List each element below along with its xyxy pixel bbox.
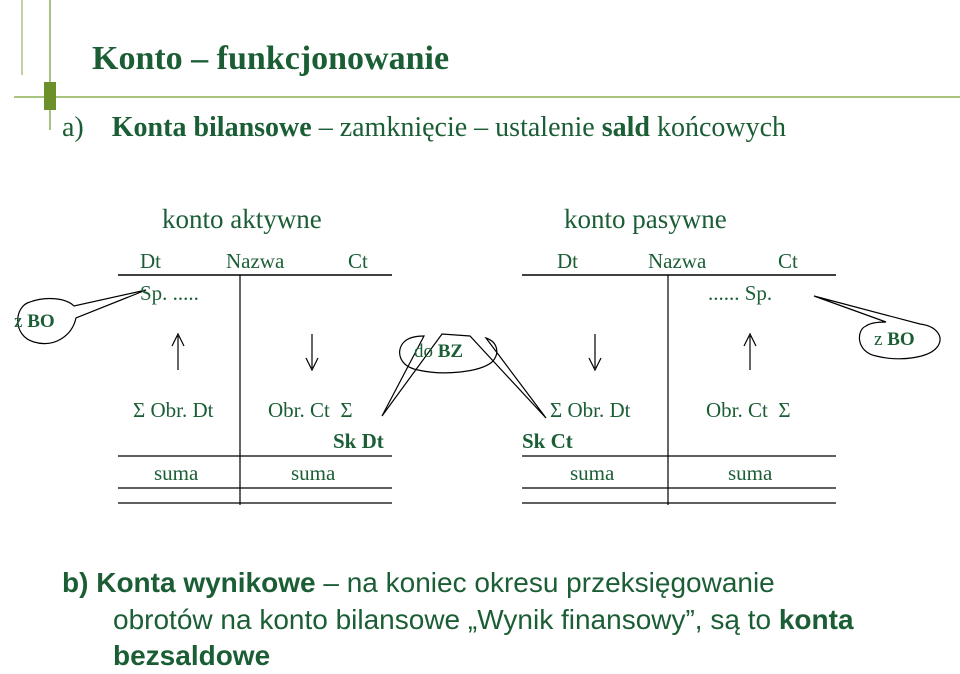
callout-left-text	[14, 311, 55, 333]
section-b-line1	[62, 564, 775, 601]
callout-middle-text	[414, 341, 463, 363]
account-active-sum-obr-dt: Σ Obr. Dt	[133, 398, 214, 422]
callout-middle-bubble	[382, 334, 546, 418]
account-passive-sum-left: suma	[570, 461, 615, 485]
section-a-rest2: końcowych	[649, 112, 787, 143]
callout-left-prefix: z	[14, 311, 28, 332]
section-a-marker: a)	[62, 112, 84, 143]
section-a-heading	[62, 112, 786, 144]
account-passive-obr-ct-sum: Obr. Ct Σ	[706, 398, 791, 422]
section-a-rest1: – zamknięcie – ustalenie	[311, 112, 602, 143]
account-active-obr-ct-sum: Obr. Ct Σ	[268, 398, 353, 422]
section-b-rest1: – na koniec okresu przeksięgowanie	[315, 567, 775, 598]
account-passive-closing: Sk Ct	[522, 429, 573, 453]
section-b-line2	[113, 601, 854, 638]
account-active-sum-right: suma	[291, 461, 336, 485]
section-b-line3	[113, 637, 270, 674]
callout-middle-prefix: do	[414, 341, 438, 362]
account-passive-ct: Ct	[778, 249, 798, 273]
account-passive-opening: ...... Sp.	[708, 281, 773, 305]
section-b-bold2: konta	[778, 604, 854, 635]
account-active-name: Nazwa	[226, 249, 285, 273]
account-passive-dt: Dt	[557, 249, 578, 273]
section-a-bold2: sald	[601, 112, 650, 143]
account-active-ct: Ct	[348, 249, 368, 273]
callout-middle-bold: BZ	[437, 341, 464, 362]
section-b-marker: b)	[62, 567, 89, 598]
account-passive-sum-obr-dt: Σ Obr. Dt	[550, 398, 631, 422]
account-passive-sum-right: suma	[728, 461, 773, 485]
section-b-line3-bold: bezsaldowe	[113, 640, 271, 671]
callout-right-text	[874, 329, 915, 351]
account-passive-header: konto pasywne	[564, 204, 727, 234]
section-b-bold1: Konta wynikowe	[96, 567, 316, 598]
section-a-bold1: Konta bilansowe	[111, 112, 312, 143]
account-active-sum-left: suma	[154, 461, 199, 485]
callout-right-bold: BO	[887, 329, 915, 350]
account-active-header: konto aktywne	[162, 204, 322, 234]
slide-title: Konto – funkcjonowanie	[92, 40, 450, 77]
account-passive-name: Nazwa	[648, 249, 707, 273]
callout-left-bold: BO	[27, 311, 55, 332]
account-active-opening: Sp. .....	[140, 281, 199, 305]
account-active-closing: Sk Dt	[333, 429, 384, 453]
account-active-dt: Dt	[140, 249, 161, 273]
callout-right-prefix: z	[874, 329, 888, 350]
decor-accent-block	[44, 82, 56, 110]
section-b-line2-text: obrotów na konto bilansowe „Wynik finansowy”, są to	[113, 604, 779, 635]
